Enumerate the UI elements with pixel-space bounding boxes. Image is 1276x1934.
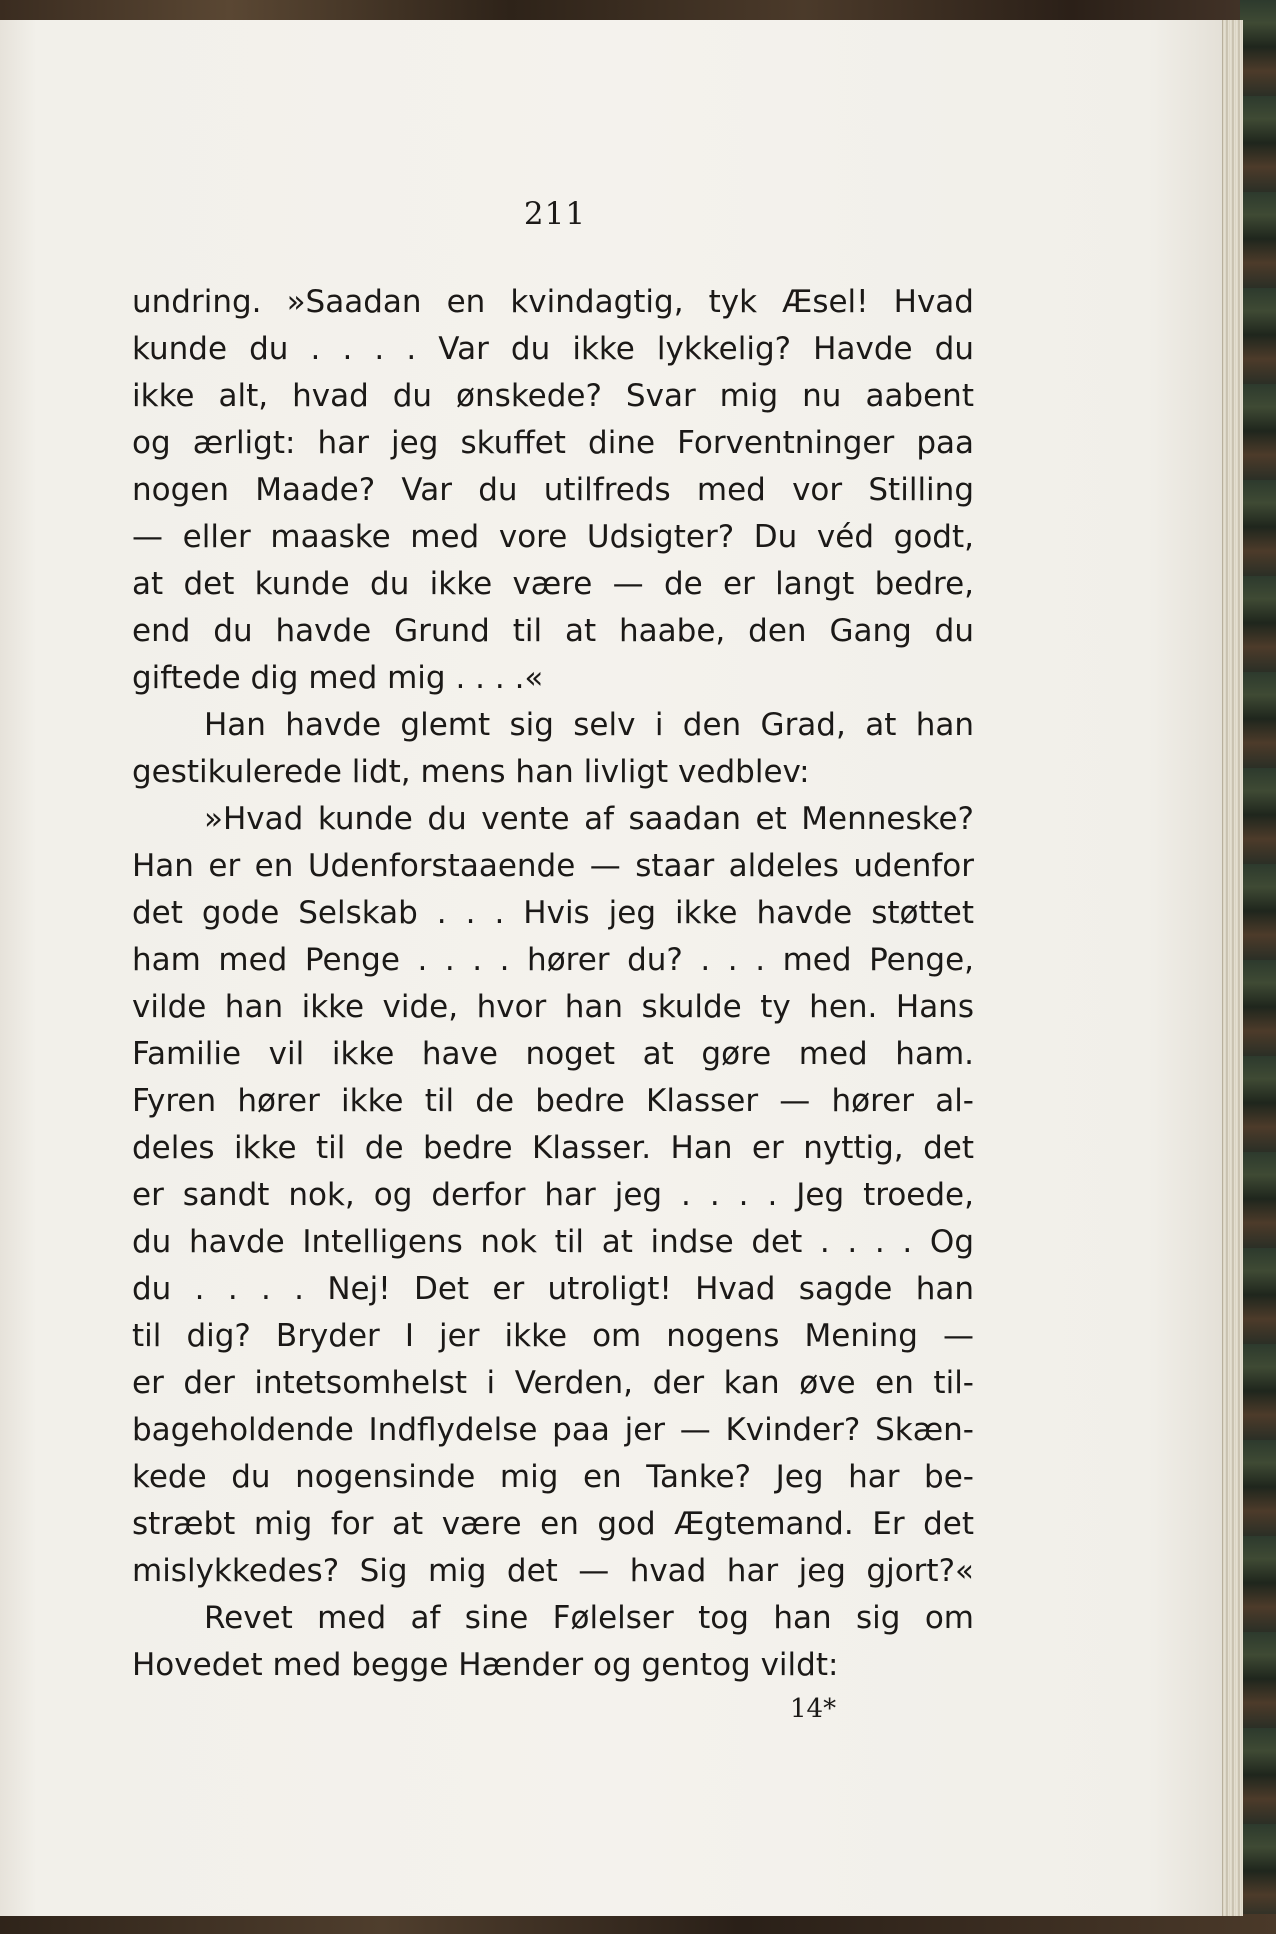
- text-line: »Hvad kunde du vente af saadan et Menneske?: [204, 801, 974, 837]
- text-line: — eller maaske med vore Udsigter? Du véd godt,: [132, 519, 974, 555]
- text-line: vilde han ikke vide, hvor han skulde ty hen. Hans: [132, 989, 974, 1025]
- signature-mark: 14*: [790, 1694, 837, 1724]
- text-line: Han er en Udenforstaaende — staar aldeles udenfor: [132, 848, 974, 884]
- text-line: er sandt nok, og derfor har jeg . . . . Jeg troede,: [132, 1177, 974, 1213]
- text-line: stræbt mig for at være en god Ægtemand. Er det: [132, 1506, 974, 1542]
- text-line: Han havde glemt sig selv i den Grad, at han: [204, 707, 974, 743]
- book-board-right: [1240, 0, 1276, 1934]
- text-line: er der intetsomhelst i Verden, der kan øve en til-: [132, 1365, 974, 1401]
- text-line: ikke alt, hvad du ønskede? Svar mig nu aabent: [132, 378, 974, 414]
- book-page: [0, 20, 1222, 1916]
- text-line: mislykkedes? Sig mig det — hvad har jeg gjort?«: [132, 1553, 974, 1589]
- text-line: det gode Selskab . . . Hvis jeg ikke havde støttet: [132, 895, 974, 931]
- text-line: kunde du . . . . Var du ikke lykkelig? Havde du: [132, 331, 974, 367]
- text-line: til dig? Bryder I jer ikke om nogens Mening —: [132, 1318, 974, 1354]
- book-board-bottom: [0, 1914, 1276, 1934]
- text-line: Revet med af sine Følelser tog han sig om: [204, 1600, 974, 1636]
- text-line: Familie vil ikke have noget at gøre med ham.: [132, 1036, 974, 1072]
- text-line: du havde Intelligens nok til at indse det . . . . Og: [132, 1224, 974, 1260]
- page-edges: [1222, 20, 1243, 1916]
- text-line: deles ikke til de bedre Klasser. Han er nyttig, det: [132, 1130, 974, 1166]
- text-line: og ærligt: har jeg skuffet dine Forventninger paa: [132, 425, 974, 461]
- text-line: gestikulerede lidt, mens han livligt vedblev:: [132, 754, 810, 790]
- text-line: end du havde Grund til at haabe, den Gang du: [132, 613, 974, 649]
- text-line: bageholdende Indflydelse paa jer — Kvinder? Skæn-: [132, 1412, 974, 1448]
- page-number: 211: [523, 196, 587, 232]
- text-line: Hovedet med begge Hænder og gentog vildt:: [132, 1647, 839, 1683]
- text-line: at det kunde du ikke være — de er langt bedre,: [132, 566, 974, 602]
- text-line: du . . . . Nej! Det er utroligt! Hvad sagde han: [132, 1271, 974, 1307]
- text-line: nogen Maade? Var du utilfreds med vor Stilling: [132, 472, 974, 508]
- text-line: ham med Penge . . . . hører du? . . . med Penge,: [132, 942, 974, 978]
- text-line: giftede dig med mig . . . .«: [132, 660, 544, 696]
- body-text: [132, 279, 974, 1689]
- text-line: kede du nogensinde mig en Tanke? Jeg har be-: [132, 1459, 974, 1495]
- text-line: Fyren hører ikke til de bedre Klasser — hører al-: [132, 1083, 974, 1119]
- text-line: undring. »Saadan en kvindagtig, tyk Æsel! Hvad: [132, 284, 974, 320]
